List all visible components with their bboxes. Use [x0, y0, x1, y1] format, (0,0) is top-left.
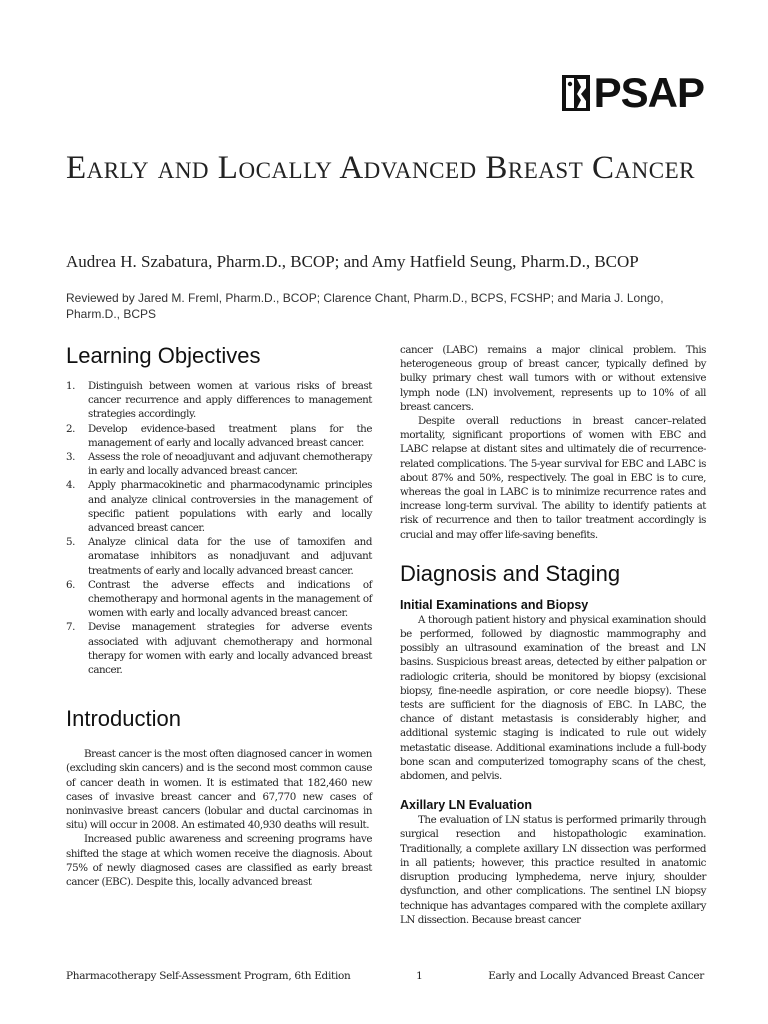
axillary-ln-subheading: Axillary LN Evaluation: [400, 798, 532, 813]
list-item: [66, 450, 372, 478]
introduction-paragraph: Increased public awareness and screening programs have shifted the stage at which women receive the diagnosis. About 75% of newly diagnosed cases are classified as early breast cancer (EBC). Despite this, locally advanced breast: [66, 833, 372, 889]
item-number: 4.: [66, 479, 75, 492]
item-number: 5.: [66, 536, 75, 549]
item-text: Assess the role of neoadjuvant and adjuvant chemotherapy in early and locally advanced breast cancer.: [88, 451, 372, 478]
reviewers-line: Reviewed by Jared M. Freml, Pharm.D., BCOP; Clarence Chant, Pharm.D., BCPS, FCSHP; and Maria J. Longo, Pharm.D., BCPS: [66, 291, 664, 321]
logo-text: PSAP: [593, 69, 704, 116]
list-item: [66, 578, 372, 621]
right-column: [400, 343, 706, 927]
item-number: 1.: [66, 380, 75, 392]
item-text: Develop evidence-based treatment plans for the management of early and locally advanced breast cancer.: [88, 422, 372, 449]
psap-logo: [562, 69, 704, 116]
continued-paragraph: cancer (LABC) remains a major clinical problem. This heterogeneous group of breast cancer, typically defined by bulky primary chest wall tumors with or without extensive lymph node (LN) involvement, represents up to 10% of all breast cancers.: [400, 344, 706, 413]
item-number: 3.: [66, 451, 75, 464]
item-number: 2.: [66, 422, 75, 435]
item-text: Contrast the adverse effects and indications of chemotherapy and hormonal agents in the management of women with early and locally advanced breast cancer.: [88, 578, 372, 620]
item-text: Devise management strategies for adverse events associated with adjuvant chemotherapy and hormonal therapy for women with early and locally advanced breast cancer.: [88, 621, 372, 677]
list-item: [66, 422, 372, 450]
diagnosis-staging-heading: Diagnosis and Staging: [400, 560, 621, 586]
introduction-heading: Introduction: [66, 706, 181, 732]
body-paragraph: A thorough patient history and physical examination should be performed, followed by diagnostic mammography and possibly an ultrasound examination of the breast and LN basins. Suspicious breast areas, detected by either palpation or radiologic criteria, should be monitored by biopsy (excisional biopsy, fine-needle aspiration, or core needle biopsy). These tests are sufficient for the diagnosis of EBC. In LABC, the chance of distant metastasis is considerably higher, and additional systemic staging is indicated to rule out widely metastatic disease. Additional examinations include a full-body bone scan and computerized tomography scans of the chest, abdomen, and pelvis.: [400, 613, 706, 783]
page-footer: [66, 970, 704, 982]
item-number: 6.: [66, 578, 75, 591]
body-paragraph: The evaluation of LN status is performed primarily through surgical resection and histopathologic examination. Traditionally, a complete axillary LN dissection was performed in all patients; however, this practice resulted in anatomic disruption producing lymphedema, nerve injury, shoulder dysfunction, and other complications. The sentinel LN biopsy technique has advantages compared with the complete axillary LN dissection. Because breast cancer: [400, 814, 706, 926]
introduction-paragraph: Breast cancer is the most often diagnosed cancer in women (excluding skin cancers) and is the second most common cause of cancer death in women. It is estimated that 182,460 new cases of invasive breast cancer and 67,770 new cases of noninvasive breast cancers (lobular and ductal carcinomas in situ) will occur in 2008. An estimated 40,930 deaths will result.: [66, 748, 372, 832]
page-number: 1: [416, 970, 423, 982]
list-item: [66, 478, 372, 535]
item-text: Analyze clinical data for the use of tamoxifen and aromatase inhibitors as nonadjuvant and adjuvant treatments of early and locally advanced breast cancer.: [88, 536, 372, 577]
list-item: [66, 379, 372, 422]
accp-mark-icon: [562, 75, 590, 111]
authors-line: Audrea H. Szabatura, Pharm.D., BCOP; and Amy Hatfield Seung, Pharm.D., BCOP: [66, 252, 639, 271]
article-title: Early and Locally Advanced Breast Cancer: [66, 150, 695, 186]
list-item: [66, 535, 372, 578]
list-item: [66, 620, 372, 677]
body-paragraph: Despite overall reductions in breast cancer–related mortality, significant proportions of women with EBC and LABC relapse at distant sites and ultimately die of recurrence-related complications. The 5-year survival for EBC and LABC is about 87% and 50%, respectively. The goal in EBC is to cure, whereas the goal in LABC is to minimize recurrence rates and increase long-term survival. The ability to identify patients at risk of recurrence and then to tailor treatment accordingly is crucial and may offer life-saving benefits.: [400, 415, 706, 541]
item-text: Distinguish between women at various risks of breast cancer recurrence and apply differences to management strategies accordingly.: [88, 380, 372, 421]
learning-objectives-heading: Learning Objectives: [66, 343, 261, 368]
item-text: Apply pharmacokinetic and pharmacodynamic principles and analyze clinical controversies in the management of specific patient populations with early and locally advanced breast cancer.: [88, 479, 372, 535]
learning-objectives-list: [66, 379, 372, 677]
footer-program-name: Pharmacotherapy Self-Assessment Program, 6th Edition: [66, 970, 351, 982]
item-number: 7.: [66, 621, 75, 634]
left-column: [66, 342, 372, 889]
initial-exam-subheading: Initial Examinations and Biopsy: [400, 597, 589, 612]
footer-chapter-title: Early and Locally Advanced Breast Cancer: [488, 970, 704, 982]
